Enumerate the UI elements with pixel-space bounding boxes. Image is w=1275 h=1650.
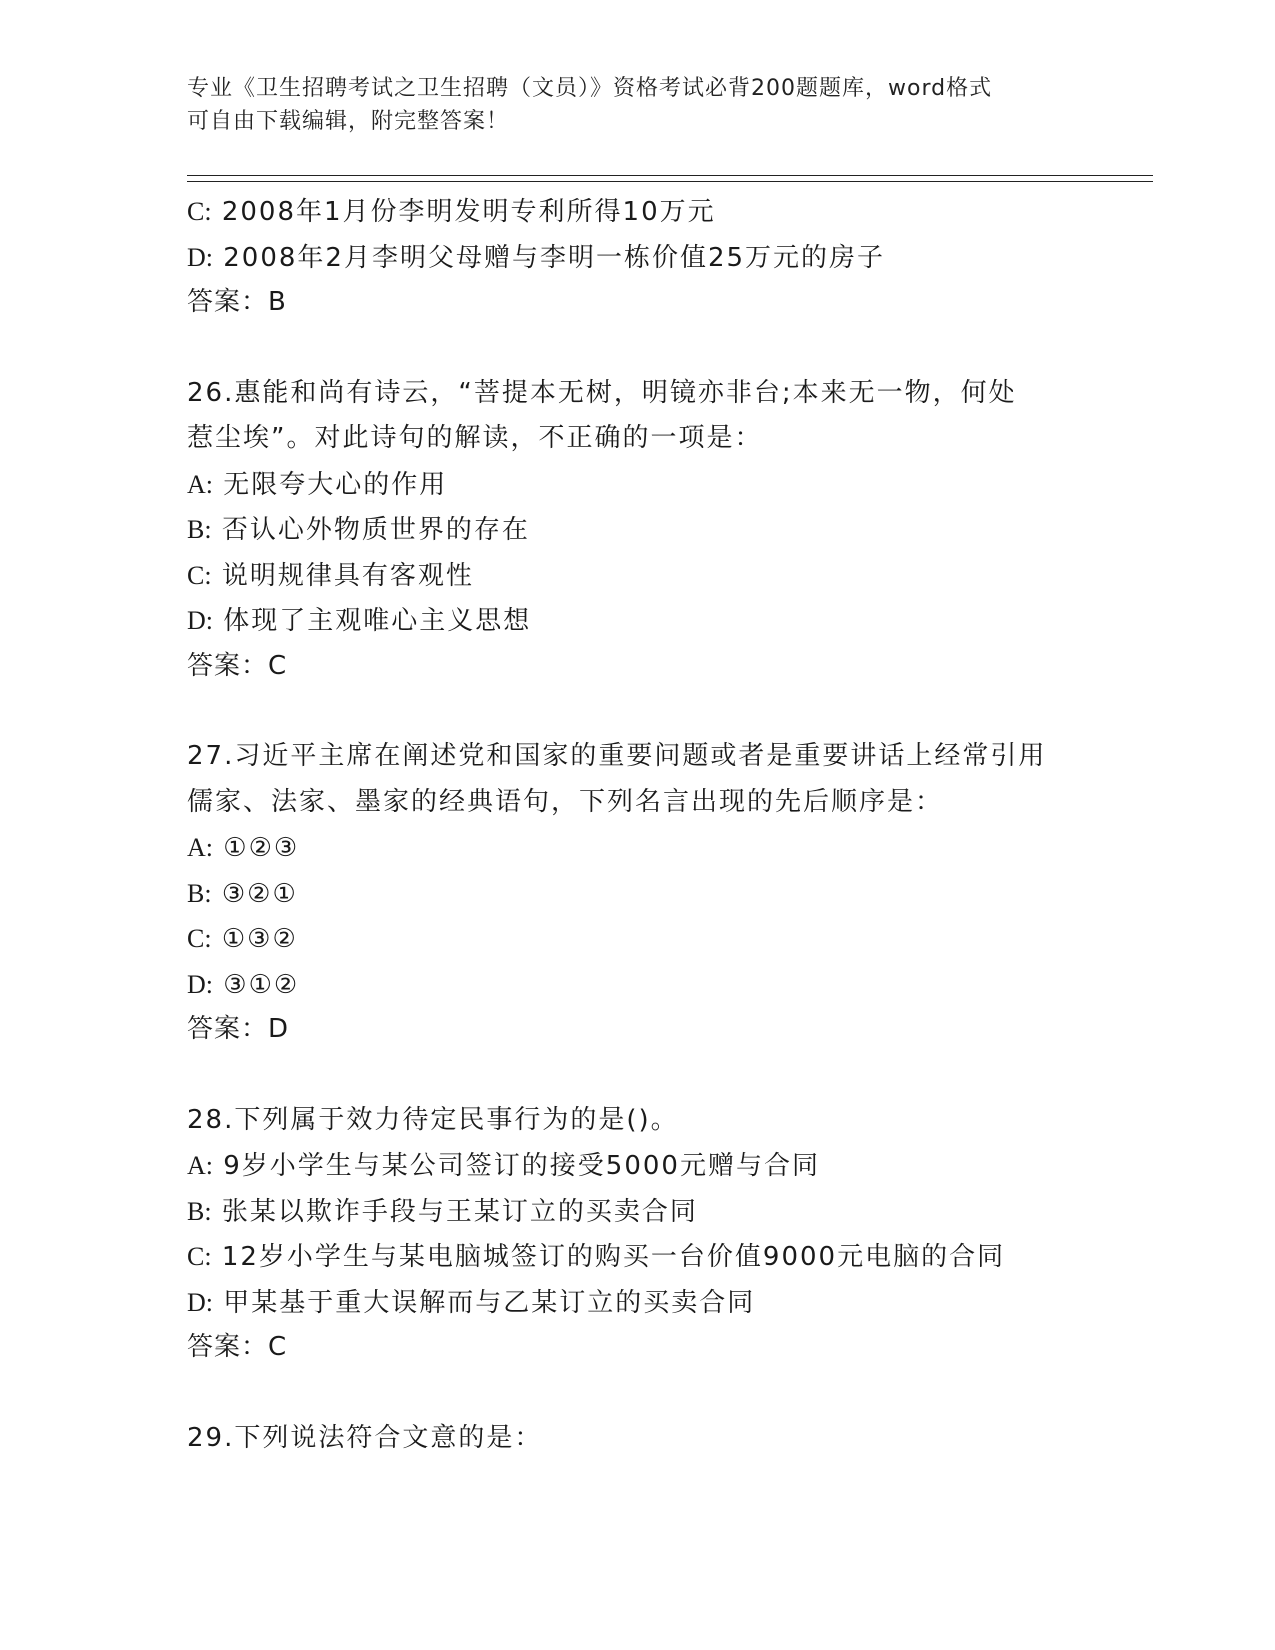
option-d (187, 235, 1127, 281)
option-c (187, 553, 1127, 599)
option-letter: D: (187, 969, 213, 999)
option-text: ①③② (211, 924, 298, 954)
option-b (187, 1189, 1127, 1235)
option-letter: B: (187, 1196, 212, 1226)
option-text: 无限夸大心的作用 (213, 469, 448, 500)
question-stem-line: 29.下列说法符合文意的是： (187, 1422, 543, 1453)
document-body (187, 189, 1127, 1461)
document-header (187, 72, 1087, 138)
option-letter: A: (187, 469, 213, 499)
option-letter: D: (187, 606, 213, 635)
header-double-rule (187, 175, 1153, 182)
option-letter: D: (187, 242, 213, 272)
option-text: 2008年1月份李明发明专利所得10万元 (211, 197, 716, 227)
option-text: 2008年2月李明父母赠与李明一栋价值25万元的房子 (213, 242, 886, 273)
option-text: ①②③ (213, 833, 300, 863)
question-26 (187, 371, 1127, 690)
answer-line: 答案：C (187, 1332, 288, 1362)
option-d (187, 962, 1127, 1008)
answer-line: 答案：C (187, 650, 288, 681)
option-a (187, 462, 1127, 508)
option-c (187, 916, 1127, 962)
option-text: ③①② (213, 969, 300, 1000)
question-stem-line: 惹尘埃”。对此诗句的解读，不正确的一项是： (187, 423, 763, 453)
option-letter: C: (187, 197, 212, 226)
option-letter: D: (187, 1287, 213, 1317)
question-stem-line: 28.下列属于效力待定民事行为的是()。 (187, 1104, 679, 1135)
option-letter: B: (187, 515, 212, 544)
option-d (187, 1280, 1127, 1326)
question-29 (187, 1416, 1127, 1462)
question-27 (187, 734, 1127, 1053)
option-text: 张某以欺诈手段与王某订立的买卖合同 (211, 1196, 698, 1227)
option-letter: C: (187, 924, 212, 953)
option-d (187, 598, 1127, 644)
option-text: 否认心外物质世界的存在 (211, 515, 530, 545)
option-b (187, 507, 1127, 553)
answer-line: 答案：B (187, 287, 287, 317)
header-line-2: 可自由下载编辑，附完整答案！ (187, 109, 510, 134)
option-a (187, 825, 1127, 871)
option-letter: C: (187, 1242, 212, 1271)
question-stem-line: 27.习近平主席在阐述党和国家的重要问题或者是重要讲话上经常引用 (187, 741, 1047, 771)
option-text: 体现了主观唯心主义思想 (213, 606, 532, 636)
question-25-continued (187, 189, 1127, 326)
option-a (187, 1143, 1127, 1189)
option-letter: A: (187, 1151, 213, 1180)
option-c (187, 189, 1127, 235)
question-28 (187, 1098, 1127, 1371)
option-letter: B: (187, 878, 212, 908)
option-text: 9岁小学生与某公司签订的接受5000元赠与合同 (213, 1151, 820, 1181)
option-text: ③②① (211, 878, 298, 909)
question-stem-line: 26.惠能和尚有诗云，“菩提本无树，明镜亦非台;本来无一物，何处 (187, 377, 1017, 408)
header-line-1: 专业《卫生招聘考试之卫生招聘（文员）》资格考试必背200题题库，word格式 (187, 76, 993, 101)
option-text: 说明规律具有客观性 (211, 560, 474, 591)
option-letter: A: (187, 833, 213, 862)
question-stem-line: 儒家、法家、墨家的经典语句，下列名言出现的先后顺序是： (187, 786, 944, 817)
answer-line: 答案：D (187, 1014, 290, 1044)
option-text: 12岁小学生与某电脑城签订的购买一台价值9000元电脑的合同 (211, 1242, 1006, 1272)
option-text: 甲某基于重大误解而与乙某订立的买卖合同 (213, 1287, 756, 1318)
option-letter: C: (187, 560, 212, 590)
option-c (187, 1234, 1127, 1280)
option-b (187, 871, 1127, 917)
